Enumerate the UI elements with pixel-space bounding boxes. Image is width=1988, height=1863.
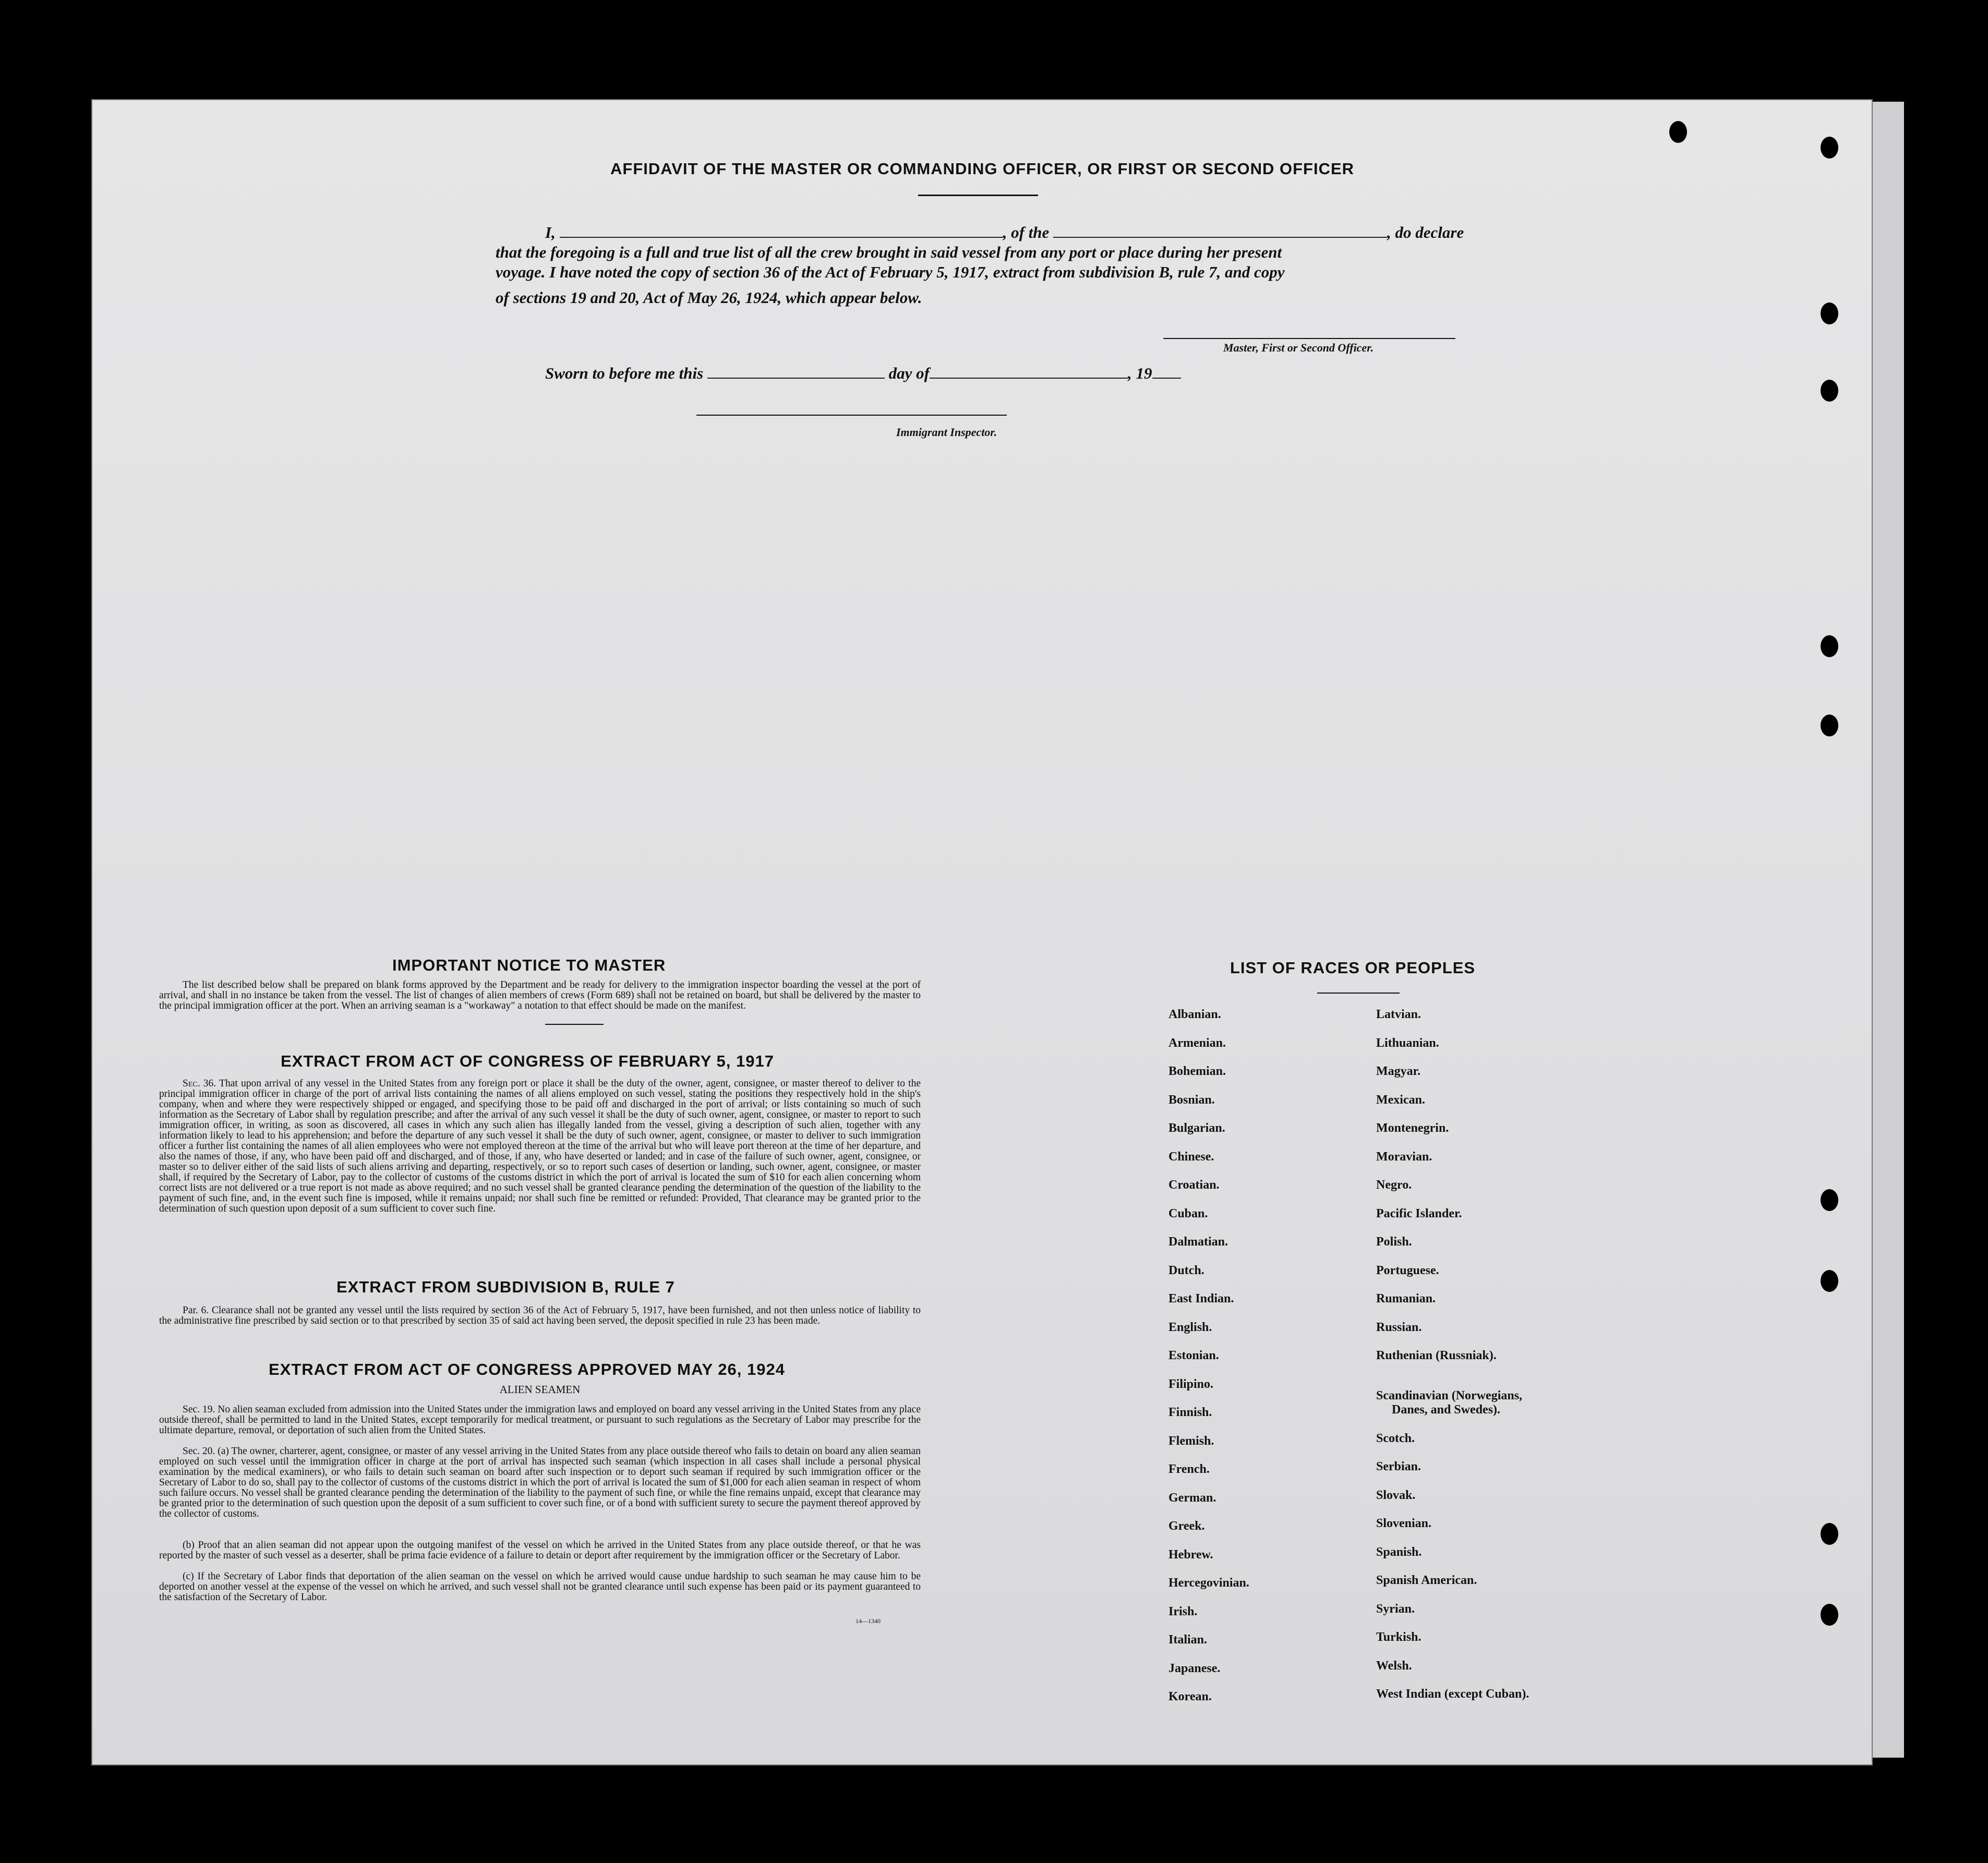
race-item: Bulgarian. [1168,1121,1225,1135]
race-item: Turkish. [1376,1630,1421,1644]
race-item: Filipino. [1168,1377,1214,1391]
race-item: Polish. [1376,1235,1412,1249]
master-name-field[interactable] [560,237,1003,238]
binder-hole [1821,380,1838,402]
rule-7-title: EXTRACT FROM SUBDIVISION B, RULE 7 [336,1278,675,1296]
race-item: Korean. [1168,1690,1212,1703]
affidavit-line-1 [545,223,1464,242]
race-item: Dutch. [1168,1263,1204,1277]
race-item: Danes, and Swedes). [1392,1402,1501,1417]
vessel-name-field[interactable] [1053,237,1387,238]
affidavit-of-the: , of the [1003,223,1050,241]
race-item: Bosnian. [1168,1093,1215,1107]
race-item: English. [1168,1320,1212,1334]
race-item: Hebrew. [1168,1547,1213,1562]
sworn-day-field[interactable] [707,378,885,379]
race-item: Greek. [1168,1519,1205,1533]
race-item: Lithuanian. [1376,1036,1439,1050]
sworn-year-field[interactable] [1152,378,1181,379]
race-item: Hercegovinian. [1168,1576,1249,1590]
race-item: Italian. [1168,1633,1208,1647]
race-item: German. [1168,1491,1216,1505]
affidavit-line-3: voyage. I have noted the copy of section 36 of the Act of February 5, 1917, extract from subdivision B, rule 7, and copy [496,263,1285,281]
section-19-text: Sec. 19. No alien seaman excluded from admission into the United States under the immigration laws and employed on board any vessel arriving in the United States from any place outside thereof, shall be permitted to land in the United States, except temporarily for medical treatment, or pursuant to such regulations as the Secretary of Labor may prescribe for the ultimate departure, removal, or deportation of such alien from the United States. [159,1404,921,1436]
race-item: Slovenian. [1376,1517,1432,1530]
affidavit-line-2: that the foregoing is a full and true list of all the crew brought in said vessel from any port or place during her present [496,243,1282,261]
alien-seamen-subtitle: ALIEN SEAMEN [499,1383,581,1396]
binder-hole [1821,635,1838,657]
affidavit-do-declare: , do declare [1387,223,1464,241]
binder-hole [1821,303,1838,324]
races-right-column [1376,1008,1529,1716]
race-item: Albanian. [1168,1008,1221,1021]
race-item: Magyar. [1376,1064,1421,1078]
race-item: Finnish. [1168,1406,1212,1419]
notice-divider [545,1024,604,1025]
binder-hole [1821,1270,1838,1292]
binder-hole [1821,715,1838,736]
race-item: Spanish American. [1376,1574,1477,1587]
race-item: Chinese. [1168,1150,1214,1164]
race-item: Estonian. [1168,1349,1219,1362]
race-item: Latvian. [1376,1008,1421,1021]
section-20a-text: Sec. 20. (a) The owner, charterer, agent, consignee, or master of any vessel arriving in the United States from any place outside thereof who fails to detain on board any alien seaman employed on such vessel until the immigration officer in charge at the port of arrival has inspected such seaman (which inspection in all cases shall include a personal physical examination by the medical examiners), or who fails to detain such seaman on board after such inspection or to deport such seaman if required by such immigration officer or the Secretary of Labor to do so, shall pay to the collector of customs of the customs district in which the port of arrival is located the sum of $1,000 for each alien seaman in respect of whom such failure occurs. No vessel shall be granted clearance pending the determination of the liability to the payment of such fine, or while the fine remains unpaid, except that clearance may be granted prior to the determination of such question upon the deposit of a sum sufficient to cover such fine, or of a bond with sufficient surety to secure the payment thereof approved by the collector of customs. [159,1446,921,1519]
race-item: Syrian. [1376,1602,1415,1616]
race-item: Portuguese. [1376,1263,1439,1277]
race-item: Moravian. [1376,1150,1432,1164]
binder-hole [1821,1189,1838,1211]
race-item: Rumanian. [1376,1292,1436,1305]
race-item: Serbian. [1376,1460,1421,1473]
signature-caption: Master, First or Second Officer. [1223,341,1374,354]
notice-title: IMPORTANT NOTICE TO MASTER [392,956,666,974]
binder-hole [1821,137,1838,159]
sworn-start: Sworn to before me this [545,364,704,382]
race-item: Flemish. [1168,1434,1214,1448]
race-item: Bohemian. [1168,1064,1226,1078]
race-item: Montenegrin. [1376,1121,1449,1135]
section-36-text: That upon arrival of any vessel in the United States from any foreign port or place it shall be the duty of the owner, agent, consignee, or master thereof to deliver to the principal immigration officer in charge of the port of arrival lists containing the names of all aliens employed on such vessel, stating the positions they respectively hold in the ship's company, when and where they were respectively shipped or engaged, and specifying those to be paid off and discharged in the port of arrival; or lists containing so much of such information as the Secretary of Labor shall by regulation prescribe; and after the arrival of any such vessel it shall be the duty of such owner, agent, consignee, or master to report to such immigration officer, in writing, as soon as discovered, all cases in which any such alien has illegally landed from the vessel, giving a description of such alien, together with any information likely to lead to his apprehension; and before the departure of any such vessel it shall be the duty of such owner, agent, consignee, or master to deliver to such immigration officer a further list containing the names of all alien employees who were not employed thereon at the time of the arrival but who will leave port thereon at the time of her departure, and also the names of those, if any, who have been paid off and discharged, and of those, if any, who have deserted or landed; and in case of the failure of such owner, agent, consignee, or master so to deliver either of the said lists of such aliens arriving and departing, respectively, or so to report such cases of desertion or landing, such owner, agent, consignee, or master shall, if required by the Secretary of Labor, pay to the collector of customs of the customs district in which the port of arrival is located the sum of $10 for each alien concerning whom correct lists are not delivered or a true report is not made as above required; and no such vessel shall be granted clearance pending the determination of the question of the liability to the payment of such fine, and, in the event such fine is imposed, while it remains unpaid; nor shall such fine be remitted or refunded: Provided, That clearance may be granted prior to the determination of such question upon deposit of a sum sufficient to cover such fine. [159,1078,921,1214]
sworn-day-of: day of [888,364,930,382]
races-title: LIST OF RACES OR PEOPLES [1230,959,1476,977]
notice-body: The list described below shall be prepared on blank forms approved by the Department and be ready for delivery to the immigration inspector boarding the vessel at the port of arrival, and shall in no instance be taken from the vessel. The list of changes of alien members of crews (Form 689) shall not be retained on board, but shall be delivered by the master to the principal immigration officer at the port. When an arriving seaman is a "workaway" a notation to that effect should be made on the manifest. [159,979,921,1011]
race-item: Armenian. [1168,1036,1226,1050]
form-number: 14—1340 [856,1617,881,1625]
rule-7-body: Par. 6. Clearance shall not be granted any vessel until the lists required by section 36 of the Act of February 5, 1917, have been furnished, and not then unless notice of liability to the administrative fine prescribed by said section or to that prescribed by section 35 of said act having been served, the deposit specified in rule 23 has been made. [159,1305,921,1326]
race-item: Russian. [1376,1320,1422,1334]
section-20b-text: (b) Proof that an alien seaman did not appear upon the outgoing manifest of the vessel on which he arrived in the United States from any place outside thereof, or that he was reported by the master of such vessel as a deserter, shall be prima facie evidence of a failure to detain or deport after requirement by the immigration officer or the Secretary of Labor. [159,1540,921,1561]
race-item: Pacific Islander. [1376,1206,1462,1220]
sworn-month-field[interactable] [930,378,1128,379]
race-item: Negro. [1376,1178,1412,1192]
races-left-column [1168,1008,1249,1719]
extract-1917-title: EXTRACT FROM ACT OF CONGRESS OF FEBRUARY 5, 1917 [281,1052,774,1070]
sworn-year-prefix: , 19 [1128,364,1152,382]
binder-hole [1669,121,1687,143]
race-item: Slovak. [1376,1488,1416,1502]
race-item: Dalmatian. [1168,1235,1228,1249]
race-item: Scandinavian (Norwegians, [1376,1388,1523,1402]
inspector-caption: Immigrant Inspector. [896,426,997,439]
race-item: Mexican. [1376,1093,1425,1107]
race-item: Japanese. [1168,1661,1221,1675]
race-item: Irish. [1168,1604,1198,1618]
binder-hole [1821,1604,1838,1626]
race-item: Ruthenian (Russniak). [1376,1349,1497,1362]
binder-hole [1821,1523,1838,1545]
race-item: East Indian. [1168,1292,1234,1305]
race-item: Spanish. [1376,1545,1422,1559]
signature-line[interactable] [1163,338,1455,339]
affidavit-title: AFFIDAVIT OF THE MASTER OR COMMANDING OFFICER, OR FIRST OR SECOND OFFICER [610,160,1355,178]
race-item: French. [1168,1462,1210,1476]
extract-1917-body [159,1079,921,1214]
race-item: Croatian. [1168,1178,1220,1192]
affidavit-i: I, [545,223,556,241]
extract-1924-title: EXTRACT FROM ACT OF CONGRESS APPROVED MAY 26, 1924 [269,1360,785,1378]
race-item: Scotch. [1376,1431,1415,1445]
race-item: West Indian (except Cuban). [1376,1687,1529,1701]
title-underline [918,195,1038,196]
affidavit-line-4: of sections 19 and 20, Act of May 26, 1924, which appear below. [496,288,922,307]
inspector-signature-line[interactable] [696,415,1007,416]
section-20c-text: (c) If the Secretary of Labor finds that deportation of the alien seaman on the vessel on which he arrived would cause undue hardship to such seaman he may cause him to be deported on another vessel at the expense of the vessel on which he arrived, and such vessel shall not be granted clearance until such expense has been paid or its payment guaranteed to the satisfaction of the Secretary of Labor. [159,1571,921,1603]
races-divider [1317,993,1400,994]
sworn-line [545,364,1181,383]
race-item: Cuban. [1168,1206,1208,1220]
section-36-label: Sec. 36. [183,1078,216,1089]
race-item: Welsh. [1376,1659,1412,1673]
